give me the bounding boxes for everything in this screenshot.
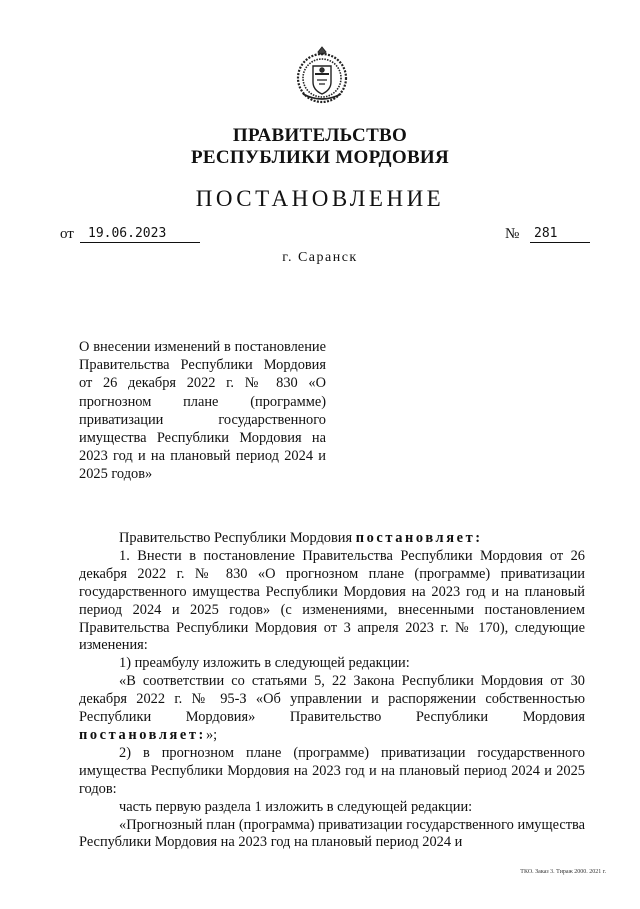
date-prefix: от [60,226,74,242]
organization-subtitle: РЕСПУБЛИКИ МОРДОВИЯ [190,147,450,168]
document-type-title: ПОСТАНОВЛЕНИЕ [195,186,445,211]
organization-title: ПРАВИТЕЛЬСТВО [232,125,408,146]
city: г. Саранск [282,250,358,265]
document-body [79,530,585,852]
body-paragraph: часть первую раздела 1 изложить в следующей редакции: [119,798,473,815]
number-prefix: № [505,226,520,242]
body-paragraph: «В соответствии со статьями 5, 22 Закона Республики Мордовия от 30 декабря 2022 г. № 95-З «Об управлении и распоряжении собственностью Республики Мордовия» Правительство Республики Мордовия постановляет:»; [79,673,585,743]
body-paragraph: Правительство Республики Мордовия постановляет: [119,530,483,546]
body-paragraph: 2) в прогнозном плане (программе) приватизации государственного имущества Республики Мордовия на 2023 год и на плановый период 2024 и 2025 годов: [79,744,585,797]
document-number: 281 [530,226,590,243]
body-paragraph: «Прогнозный план (программа) приватизации государственного имущества Республики Мордовия на 2023 год на плановый период 2024 и [79,816,585,851]
coat-of-arms-icon [295,44,349,106]
print-footer: ТКО. Заказ 3. Тираж 2000. 2021 г. [520,869,606,875]
body-paragraph: 1. Внести в постановление Правительства Республики Мордовия от 26 декабря 2022 г. № 830 «О прогнозном плане (программе) приватизации государственного имущества Республики Мордовия на 2023 год и на плановый период 2024 и 2025 годов» (с изменениями, внесенными постановлением Правительства Республики Мордовия от 3 апреля 2023 г. № 170), следующие изменения: [79,547,585,654]
document-subject: О внесении изменений в постановление Правительства Республики Мордовия от 26 декабря 2022 г. № 830 «О прогнозном плане (программе) приватизации государственного имущества Республики Мордовия на 2023 год и на плановый период 2024 и 2025 годов» [79,339,326,483]
document-date: 19.06.2023 [80,226,200,243]
body-paragraph: 1) преамбулу изложить в следующей редакции: [119,655,410,672]
